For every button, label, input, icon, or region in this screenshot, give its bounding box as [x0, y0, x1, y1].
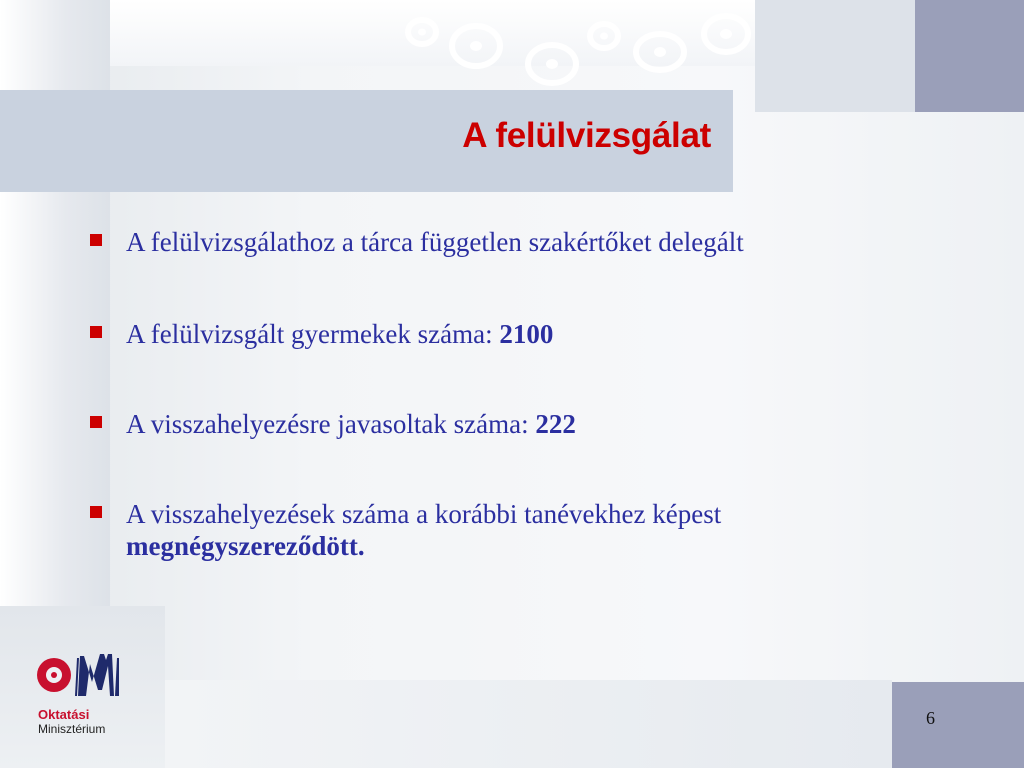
- bullet-item: [88, 498, 1024, 562]
- bullet-square-icon: [90, 326, 102, 338]
- bullet-item: [88, 226, 744, 258]
- bullet-bold-value: 222: [535, 409, 576, 439]
- bullet-text: A felülvizsgálathoz a tárca független szakértőket delegált: [126, 227, 744, 257]
- logo-text-line1: Oktatási: [38, 707, 90, 722]
- slide-title: A felülvizsgálat: [462, 116, 711, 155]
- bullet-square-icon: [90, 416, 102, 428]
- top-right-navy-block: [915, 0, 1024, 112]
- top-right-grey-block: [755, 0, 915, 112]
- bullet-item: [88, 318, 553, 350]
- logo-text-line2: Minisztérium: [38, 722, 106, 736]
- bottom-right-navy-block: [892, 682, 1024, 768]
- bullet-square-icon: [90, 234, 102, 246]
- bullet-square-icon: [90, 506, 102, 518]
- page-number: 6: [926, 708, 935, 728]
- bullet-text: A felülvizsgált gyermekek száma:: [126, 319, 500, 349]
- decorative-rings-graphic: [400, 6, 760, 90]
- bullet-text: A visszahelyezések száma a korábbi tanévekhez képest: [126, 499, 722, 529]
- bullet-bold-value: 2100: [499, 319, 554, 349]
- title-bar: [0, 90, 733, 192]
- bullet-text: A visszahelyezésre javasoltak száma:: [126, 409, 536, 439]
- bullet-item: [88, 408, 576, 440]
- bullet-bold-value: megnégyszereződött.: [126, 531, 365, 561]
- bottom-strip: [165, 680, 892, 768]
